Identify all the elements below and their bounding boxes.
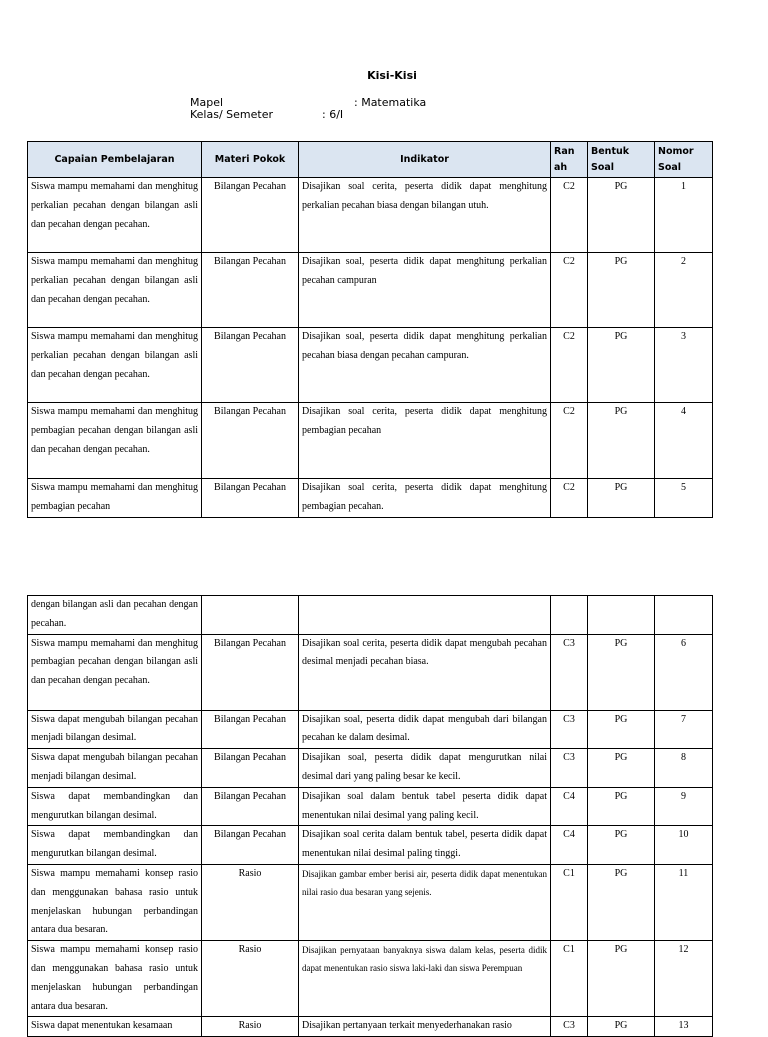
table-row [28,178,713,253]
nomor-cell: 4 [655,403,713,479]
capaian-cell: Siswa dapat mengubah bilangan pecahan menjadi bilangan desimal. [28,710,202,749]
bentuk-cell: PG [588,864,655,940]
bentuk-cell: PG [588,826,655,865]
ranah-cell: C2 [551,403,588,479]
table-row [28,596,713,635]
ranah-cell: C3 [551,710,588,749]
ranah-cell: C3 [551,1017,588,1037]
bentuk-cell: PG [588,710,655,749]
nomor-cell: 3 [655,328,713,403]
materi-cell: Bilangan Pecahan [202,787,299,826]
nomor-cell: 13 [655,1017,713,1037]
header-ranah: Ran ah [551,142,588,178]
nomor-cell: 1 [655,178,713,253]
nomor-cell: 6 [655,634,713,710]
ranah-cell: C2 [551,328,588,403]
indikator-cell: Disajikan pertanyaan terkait menyederhanakan rasio [299,1017,551,1037]
materi-cell: Bilangan Pecahan [202,328,299,403]
indikator-cell: Disajikan soal, peserta didik dapat mengubah dari bilangan pecahan ke dalam desimal. [299,710,551,749]
bentuk-cell: PG [588,1017,655,1037]
ranah-cell: C2 [551,253,588,328]
indikator-cell: Disajikan soal dalam bentuk tabel peserta didik dapat menentukan nilai desimal yang paling kecil. [299,787,551,826]
bentuk-cell: PG [588,749,655,788]
table-row [28,941,713,1017]
capaian-cell: Siswa mampu memahami dan menghitug perkalian pecahan dengan bilangan asli dan pecahan dengan pecahan. [28,328,202,403]
capaian-cell: Siswa dapat membandingkan dan mengurutkan bilangan desimal. [28,826,202,865]
nomor-cell: 12 [655,941,713,1017]
kisi-table-page2 [27,595,713,1037]
table-row [28,479,713,518]
materi-cell: Bilangan Pecahan [202,178,299,253]
materi-cell: Rasio [202,941,299,1017]
table-row [28,710,713,749]
materi-cell: Rasio [202,864,299,940]
materi-cell: Rasio [202,1017,299,1037]
table-row [28,328,713,403]
indikator-cell: Disajikan soal cerita dalam bentuk tabel, peserta didik dapat menentukan nilai desimal paling tinggi. [299,826,551,865]
table-row [28,1017,713,1037]
bentuk-cell: PG [588,479,655,518]
header-capaian: Capaian Pembelajaran [28,142,202,178]
ranah-cell: C4 [551,826,588,865]
mapel-label: Mapel [190,96,224,109]
capaian-cell: Siswa mampu memahami dan menghitug perkalian pecahan dengan bilangan asli dan pecahan dengan pecahan. [28,253,202,328]
indikator-cell: Disajikan soal cerita, peserta didik dapat menghitung pembagian pecahan. [299,479,551,518]
materi-cell [202,596,299,635]
bentuk-cell: PG [588,328,655,403]
ranah-cell: C2 [551,479,588,518]
bentuk-cell: PG [588,403,655,479]
capaian-cell: Siswa mampu memahami dan menghitug perkalian pecahan dengan bilangan asli dan pecahan dengan pecahan. [28,178,202,253]
table-row [28,403,713,479]
ranah-cell [551,596,588,635]
kelas-label: Kelas/ Semeter [190,108,273,121]
bentuk-cell [588,596,655,635]
table-row [28,253,713,328]
materi-cell: Bilangan Pecahan [202,749,299,788]
capaian-cell: dengan bilangan asli dan pecahan dengan pecahan. [28,596,202,635]
indikator-cell: Disajikan soal cerita, peserta didik dapat menghitung perkalian pecahan biasa dengan bilangan utuh. [299,178,551,253]
capaian-cell: Siswa mampu memahami dan menghitug pembagian pecahan dengan bilangan asli dan pecahan dengan pecahan. [28,403,202,479]
capaian-cell: Siswa mampu memahami dan menghitug pembagian pecahan [28,479,202,518]
header-bentuk: Bentuk Soal [588,142,655,178]
capaian-cell: Siswa mampu memahami konsep rasio dan menggunakan bahasa rasio untuk menjelaskan hubungan perbandingan antara dua besaran. [28,864,202,940]
kisi-table-page1 [27,141,713,518]
indikator-cell: Disajikan soal, peserta didik dapat menghitung perkalian pecahan campuran [299,253,551,328]
capaian-cell: Siswa mampu memahami dan menghitug pembagian pecahan dengan bilangan asli dan pecahan dengan pecahan. [28,634,202,710]
indikator-cell: Disajikan gambar ember berisi air, peserta didik dapat menentukan nilai rasio dua besaran yang sejenis. [299,864,551,940]
header-nomor: Nomor Soal [655,142,713,178]
ranah-cell: C1 [551,941,588,1017]
bentuk-cell: PG [588,941,655,1017]
table-row [28,826,713,865]
table-row [28,634,713,710]
materi-cell: Bilangan Pecahan [202,710,299,749]
page-title: Kisi-Kisi [367,69,417,82]
table-row [28,864,713,940]
ranah-cell: C3 [551,749,588,788]
materi-cell: Bilangan Pecahan [202,634,299,710]
materi-cell: Bilangan Pecahan [202,479,299,518]
bentuk-cell: PG [588,253,655,328]
nomor-cell: 9 [655,787,713,826]
ranah-cell: C1 [551,864,588,940]
header-materi: Materi Pokok [202,142,299,178]
kelas-line [190,108,343,121]
bentuk-cell: PG [588,178,655,253]
nomor-cell: 11 [655,864,713,940]
mapel-value: : Matematika [354,96,427,109]
nomor-cell: 10 [655,826,713,865]
indikator-cell: Disajikan soal, peserta didik dapat menghitung perkalian pecahan biasa dengan pecahan campuran. [299,328,551,403]
nomor-cell: 7 [655,710,713,749]
indikator-cell: Disajikan soal cerita, peserta didik dapat menghitung pembagian pecahan [299,403,551,479]
indikator-cell [299,596,551,635]
indikator-cell: Disajikan pernyataan banyaknya siswa dalam kelas, peserta didik dapat menentukan rasio siswa laki-laki dan siswa Perempuan [299,941,551,1017]
ranah-cell: C4 [551,787,588,826]
indikator-cell: Disajikan soal, peserta didik dapat mengurutkan nilai desimal dari yang paling besar ke kecil. [299,749,551,788]
materi-cell: Bilangan Pecahan [202,253,299,328]
materi-cell: Bilangan Pecahan [202,826,299,865]
bentuk-cell: PG [588,634,655,710]
capaian-cell: Siswa dapat mengubah bilangan pecahan menjadi bilangan desimal. [28,749,202,788]
kelas-value: : 6/I [322,108,344,121]
materi-cell: Bilangan Pecahan [202,403,299,479]
table-row [28,787,713,826]
nomor-cell: 2 [655,253,713,328]
ranah-cell: C2 [551,178,588,253]
header-indikator: Indikator [299,142,551,178]
capaian-cell: Siswa dapat membandingkan dan mengurutkan bilangan desimal. [28,787,202,826]
capaian-cell: Siswa mampu memahami konsep rasio dan menggunakan bahasa rasio untuk menjelaskan hubungan perbandingan antara dua besaran. [28,941,202,1017]
nomor-cell: 5 [655,479,713,518]
indikator-cell: Disajikan soal cerita, peserta didik dapat mengubah pecahan desimal menjadi pecahan biasa. [299,634,551,710]
bentuk-cell: PG [588,787,655,826]
table-row [28,749,713,788]
capaian-cell: Siswa dapat menentukan kesamaan [28,1017,202,1037]
ranah-cell: C3 [551,634,588,710]
nomor-cell: 8 [655,749,713,788]
nomor-cell [655,596,713,635]
